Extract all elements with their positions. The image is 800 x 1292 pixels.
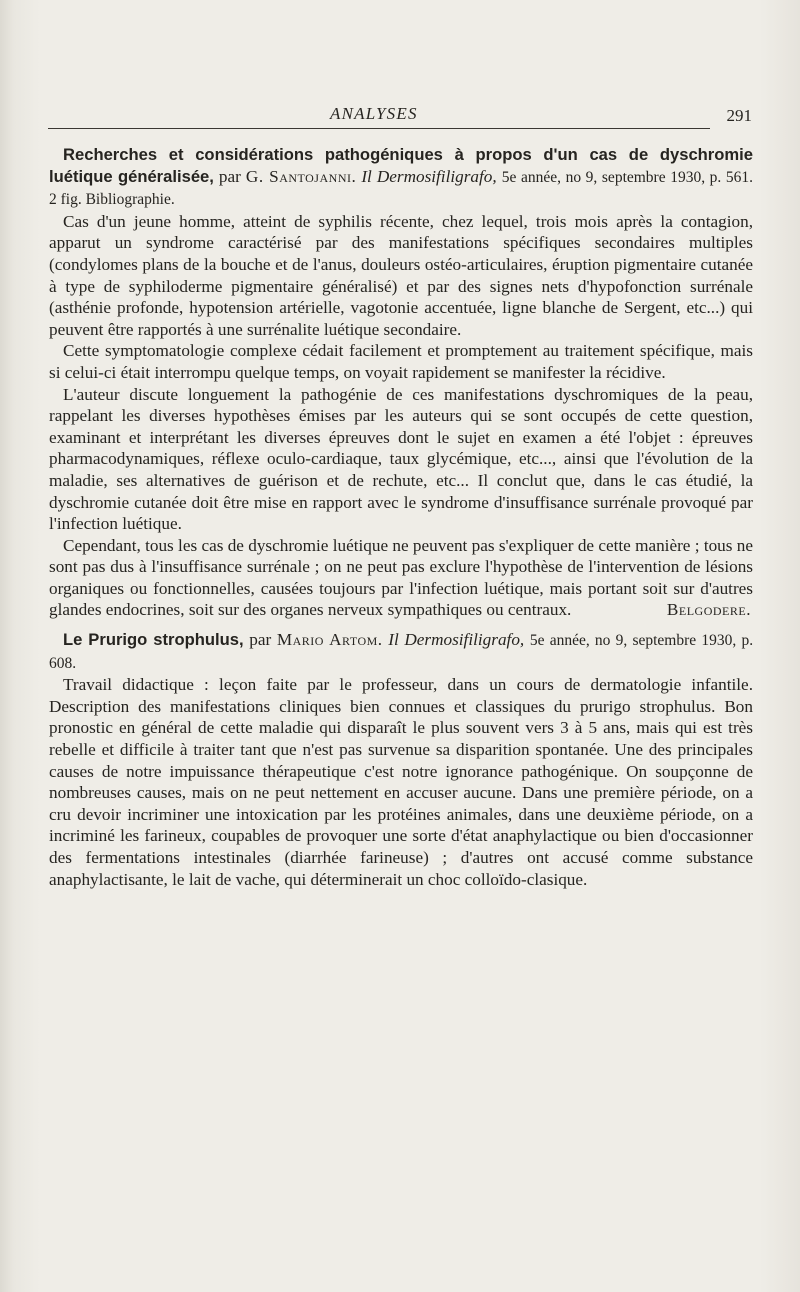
entry-meta: 5e année, no 9, septembre 1930, p. 608. [49,632,754,672]
running-title: ANALYSES [330,104,418,123]
entry-gap [49,621,753,629]
abstract-entry [49,144,753,621]
entry-title: Recherches et considérations pathogéniques à propos d'un cas de dyschromie luétique généralisée, [49,145,753,186]
entry-paragraph: Cette symptomatologie complexe cédait facilement et promptement au traitement spécifique, mais si celui-ci était interrompu quelque temps, on voyait rapidement se manifester la récidive. [49,341,753,382]
header-rule [48,128,710,129]
entry-meta: 5e année, no 9, septembre 1930, p. 561. 2 fig. Bibliographie. [49,168,754,209]
entry-paragraph: Travail didactique : leçon faite par le professeur, dans un cours de dermatologie infantile. Description des manifestations cliniques bien connues et classiques du prurigo strophulus. Bon pronostic en général de cette maladie qui disparaît le plus souvent vers 3 à 5 ans, mais qui est très rebelle et difficile à traiter tant que n'est pas survenue sa disparition spontanée. Une des principales causes de notre impuissance thérapeutique c'est notre ignorance pathogénique. On soupçonne de nombreuses causes, mais on ne peut nettement en accuser aucune. Dans une première période, on a cru devoir incriminer une intoxication par les protéines animales, dans une deuxième période, on a incriminé les farineux, coupables de provoquer une sorte d'état anaphylactique ou bien d'occasionner des fermentations intestinales (diarrhée farineuse) ; d'autres ont accusé comme substance anaphylactisante, le lait de vache, qui déterminerait un choc colloïdo-clasique. [49,675,753,889]
entry-by: par [218,166,241,186]
entry-journal: Il Dermosifiligrafo, [388,630,525,650]
entry-paragraph [49,535,753,621]
abstract-entry [49,629,753,890]
entry-author: Mario Artom. [276,630,383,650]
entry-heading [49,629,753,674]
entry-paragraph: Cas d'un jeune homme, atteint de syphilis récente, chez lequel, trois mois après la contagion, apparut un syndrome caractérisé par des manifestations spécifiques secondaires multiples (condylomes plans de la bouche et de l'anus, douleurs ostéo-articulaires, éruption pigmentaire cutanée à type de syphiloderme pigmentaire généralisé) et par des signes nets d'hypofonction surrénale (asthénie profonde, hypotension artérielle, vagotonie accentuée, ligne blanche de Sergent, etc...) qui peuvent être rapportés à une surrénalite luétique secondaire. [49,211,753,339]
entry-journal: Il Dermosifiligrafo, [361,166,497,186]
entry-author: G. Santojanni. [245,166,357,186]
page-number: 291 [726,106,752,125]
entry-by: par [249,630,272,650]
page-content [49,144,753,890]
entry-heading [49,144,753,211]
page-header [48,104,752,128]
entry-signature: Belgodere. [666,600,751,620]
entry-title: Le Prurigo strophulus, [63,630,244,650]
entry-paragraph-text: Cependant, tous les cas de dyschromie luétique ne peuvent pas s'expliquer de cette manière ; tous ne sont pas dus à l'insuffisance surrénale ; on ne peut pas exclure l'hypothèse de l'intervention de lésions organiques ou fonctionnelles, causées toujours par l'infection luétique, mais portant soit sur d'autres glandes endocrines, soit sur des organes nerveux sympathiques ou centraux. [49,535,753,620]
entry-paragraph: L'auteur discute longuement la pathogénie de ces manifestations dyschromiques de la peau, rappelant les diverses hypothèses émises par les auteurs qui se sont occupés de cette question, examinant et interprétant les diverses épreuves dont le sujet en examen a été l'objet : épreuves pharmacodynamiques, réflexe oculo-cardiaque, taux glycémique, etc..., ainsi que l'évolution de la maladie, ses alternatives de guérison et de rechute, etc... Il conclut que, dans le cas étudié, la dyschromie cutanée doit être mise en rapport avec le syndrome d'insuffisance surrénale provoqué par l'infection luétique. [49,384,753,534]
